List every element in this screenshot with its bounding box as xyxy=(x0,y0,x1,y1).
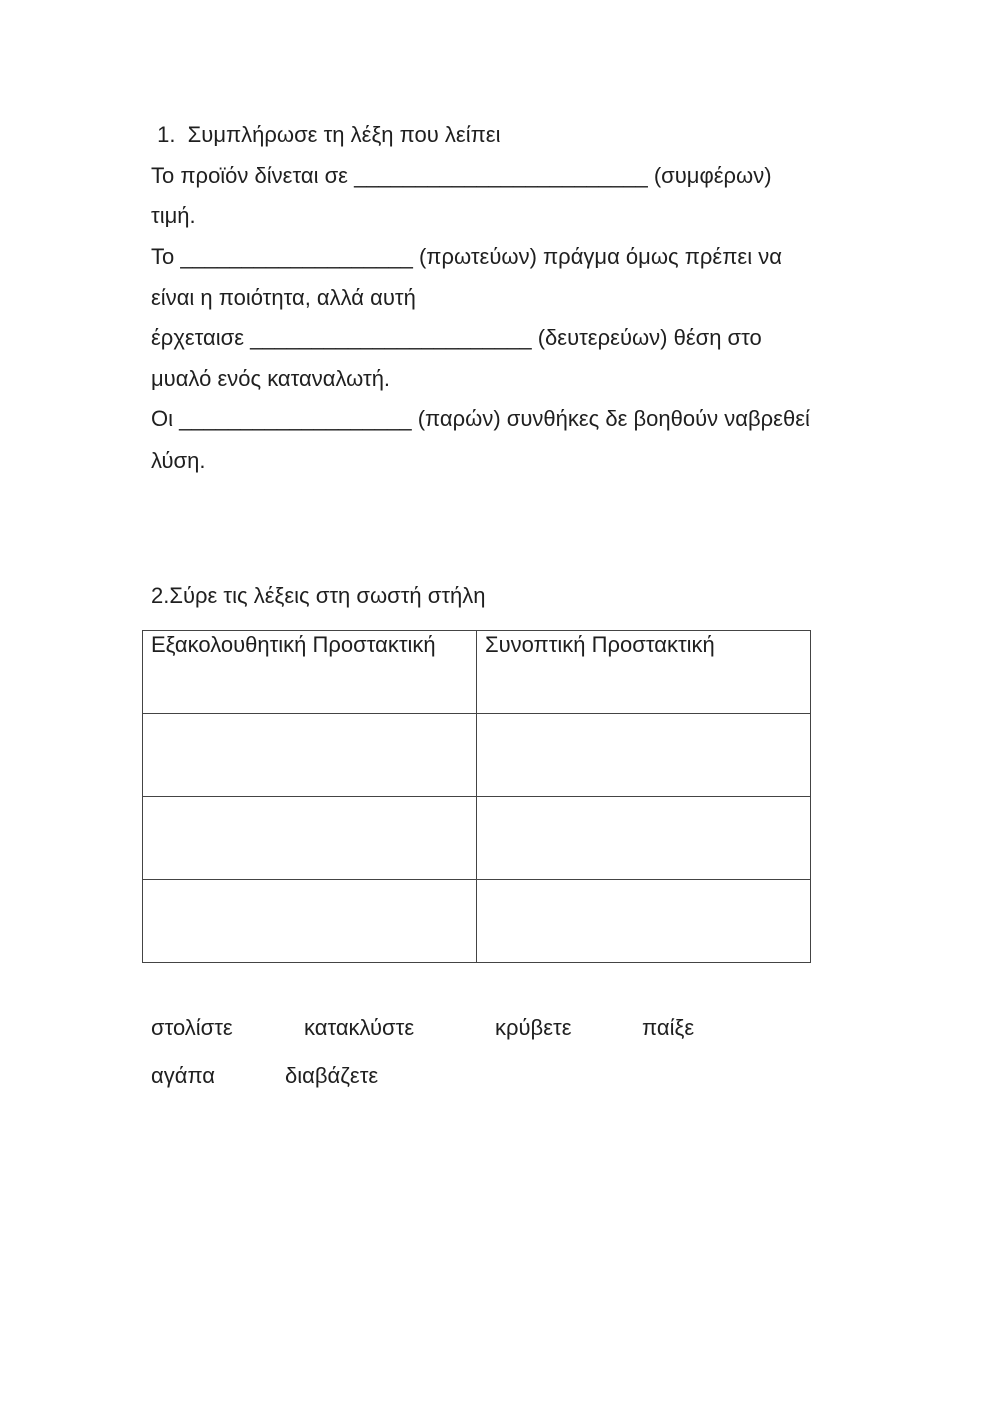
sentence-4-continued: λύση. xyxy=(151,448,206,473)
blank-field-1[interactable]: ________________________ xyxy=(354,163,648,188)
blank-field-3[interactable]: _______________________ xyxy=(250,325,532,350)
drop-cell[interactable] xyxy=(477,797,811,880)
drop-cell[interactable] xyxy=(477,714,811,797)
sentence-3-text-before: έρχεταισε xyxy=(151,325,251,350)
column-header-label: Συνοπτική Προστακτική xyxy=(485,632,715,657)
draggable-word[interactable]: κατακλύστε xyxy=(304,1015,415,1040)
sentence-3-text-after: (δευτερεύων) θέση στο xyxy=(531,325,762,350)
sentence-1-continued: τιμή. xyxy=(151,203,196,228)
drop-cell[interactable] xyxy=(143,714,477,797)
draggable-word[interactable]: στολίστε xyxy=(151,1015,233,1040)
sentence-4 xyxy=(151,406,810,432)
sentence-1 xyxy=(151,163,772,189)
table-row xyxy=(143,880,811,963)
sentence-1-text-before: Το προϊόν δίνεται σε xyxy=(151,163,355,188)
draggable-word[interactable]: διαβάζετε xyxy=(285,1063,379,1088)
sorting-table xyxy=(142,630,811,963)
blank-field-2[interactable]: ___________________ xyxy=(180,244,413,269)
exercise-1-heading: 1. Συμπλήρωσε τη λέξη που λείπει xyxy=(151,122,501,147)
sentence-2-text-after: (πρωτεύων) πράγμα όμως πρέπει να xyxy=(412,244,782,269)
sentence-2-text-before: Το xyxy=(151,244,181,269)
exercise-2-heading: 2.Σύρε τις λέξεις στη σωστή στήλη xyxy=(151,583,486,608)
sentence-3-continued: μυαλό ενός καταναλωτή. xyxy=(151,366,391,391)
table-row xyxy=(143,714,811,797)
drop-cell[interactable] xyxy=(477,880,811,963)
sentence-1-text-after: (συμφέρων) xyxy=(647,163,772,188)
drop-cell[interactable] xyxy=(143,797,477,880)
draggable-word[interactable]: αγάπα xyxy=(151,1063,216,1088)
blank-field-4[interactable]: ___________________ xyxy=(179,406,412,431)
column-header-continuous-imperative xyxy=(143,631,477,714)
sentence-2-continued: είναι η ποιότητα, αλλά αυτή xyxy=(151,285,416,310)
sentence-4-text-before: Οι xyxy=(151,406,180,431)
drop-cell[interactable] xyxy=(143,880,477,963)
sentence-3 xyxy=(151,325,762,351)
table-row xyxy=(143,797,811,880)
table-header-row xyxy=(143,631,811,714)
sentence-4-text-after: (παρών) συνθήκες δε βοηθούν ναβρεθεί xyxy=(411,406,810,431)
sentence-2 xyxy=(151,244,782,270)
draggable-word[interactable]: παίξε xyxy=(642,1015,695,1040)
column-header-aorist-imperative xyxy=(477,631,811,714)
draggable-word[interactable]: κρύβετε xyxy=(495,1015,572,1040)
column-header-label: Εξακολουθητική Προστακτική xyxy=(151,632,436,657)
